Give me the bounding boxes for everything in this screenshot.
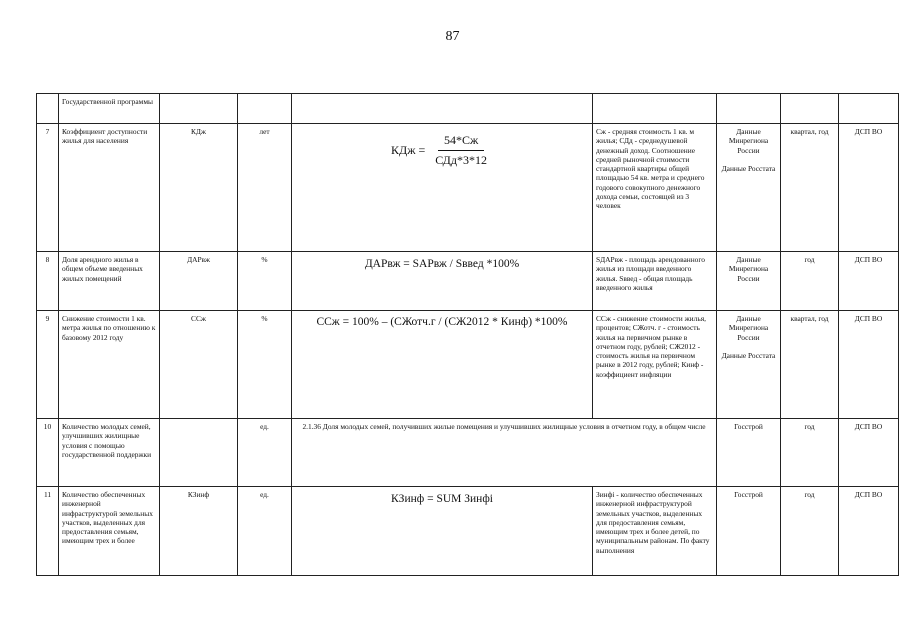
period-cell: год	[781, 419, 839, 487]
table-row	[37, 124, 899, 252]
indicator-name-cell: Коэффициент доступности жилья для населения	[59, 124, 160, 252]
row-num-cell: 8	[37, 252, 59, 311]
formula-text: ССж = 100% – (СЖотч.г / (СЖ2012 * Кинф) *100%	[316, 316, 568, 328]
explanation-cell: ССж - снижение стоимости жилья, процентов; СЖотч. г - стоимость жилья на первичном рынке в отчетном году, рублей; СЖ2012 - стоимость жилья на первичном рынке в 2012 году, рублей; Кинф - коэффициент инфляции	[593, 311, 717, 419]
formula-numerator: 54*Сж	[438, 133, 484, 151]
indicator-name-cell: Государственной программы	[59, 94, 160, 124]
access-cell: ДСП ВО	[839, 419, 899, 487]
row-num-cell: 9	[37, 311, 59, 419]
source-cell: Данные Минрегиона России	[717, 252, 781, 311]
formula-denominator: СДд*3*12	[435, 153, 487, 167]
formula-fraction	[391, 133, 493, 168]
table-row	[37, 487, 899, 576]
period-cell: год	[781, 252, 839, 311]
source-cell	[717, 124, 781, 252]
formula-cell	[292, 124, 593, 252]
table-row	[37, 311, 899, 419]
source-cell	[717, 311, 781, 419]
unit-cell: %	[238, 311, 292, 419]
symbol-cell	[160, 94, 238, 124]
page-number: 87	[445, 29, 460, 44]
formula-cell	[292, 252, 593, 311]
access-cell: ДСП ВО	[839, 487, 899, 576]
symbol-cell: КЗинф	[160, 487, 238, 576]
formula-cell	[292, 94, 593, 124]
access-cell: ДСП ВО	[839, 311, 899, 419]
formula-lhs: КДж =	[391, 143, 426, 157]
source-text: Данные Росстата	[721, 350, 776, 360]
formula-cell	[292, 311, 593, 419]
unit-cell: %	[238, 252, 292, 311]
source-text: Данные Росстата	[721, 163, 776, 173]
explanation-cell	[593, 94, 717, 124]
table-row	[37, 419, 899, 487]
method-span-cell: 2.1.36 Доля молодых семей, получивших жилые помещения и улучшивших жилищные условия в отчетном году, в общем числе	[292, 419, 717, 487]
row-num-cell: 11	[37, 487, 59, 576]
indicator-name-cell: Доля арендного жилья в общем объеме введенных жилых помещений	[59, 252, 160, 311]
source-cell: Госстрой	[717, 487, 781, 576]
period-cell: квартал, год	[781, 311, 839, 419]
source-text: Данные Минрегиона России	[728, 314, 769, 342]
unit-cell: ед.	[238, 487, 292, 576]
table-row	[37, 94, 899, 124]
symbol-cell: ДАРвж	[160, 252, 238, 311]
formula-cell	[292, 487, 593, 576]
access-cell	[839, 94, 899, 124]
access-cell: ДСП ВО	[839, 124, 899, 252]
table-row	[37, 252, 899, 311]
symbol-cell: ССж	[160, 311, 238, 419]
symbol-cell	[160, 419, 238, 487]
unit-cell: ед.	[238, 419, 292, 487]
source-cell: Госстрой	[717, 419, 781, 487]
explanation-cell: Сж - средняя стоимость 1 кв. м жилья; СДд - среднедушевой денежный доход. Соотношение средней рыночной стоимости стандартной квартиры общей площадью 54 кв. метра и среднего годового совокупного денежного дохода семьи, состоящей из 3 человек	[593, 124, 717, 252]
indicator-name-cell: Количество обеспеченных инженерной инфраструктурой земельных участков, выделенных для предоставления семьям, имеющим трех и более	[59, 487, 160, 576]
period-cell: квартал, год	[781, 124, 839, 252]
formula-text: КЗинф = SUM Зинфi	[391, 493, 493, 505]
period-cell: год	[781, 487, 839, 576]
formula-text: ДАРвж = SАРвж / Sввед *100%	[364, 258, 520, 270]
unit-cell	[238, 94, 292, 124]
source-cell	[717, 94, 781, 124]
row-num-cell	[37, 94, 59, 124]
unit-cell: лет	[238, 124, 292, 252]
explanation-cell: SДАРвж - площадь арендованного жилья из площади введенного жилья. Sввед - общая площадь введенного жилья	[593, 252, 717, 311]
row-num-cell: 7	[37, 124, 59, 252]
period-cell	[781, 94, 839, 124]
explanation-cell: Зинфi - количество обеспеченных инженерной инфраструктурой земельных участков, выделенных для предоставления семьям, имеющим трех и более детей, по муниципальным районам. По факту выполнения	[593, 487, 717, 576]
indicators-table	[36, 93, 899, 576]
symbol-cell: КДж	[160, 124, 238, 252]
indicator-name-cell: Снижение стоимости 1 кв. метра жилья по отношению к базовому 2012 году	[59, 311, 160, 419]
access-cell: ДСП ВО	[839, 252, 899, 311]
source-text: Данные Минрегиона России	[728, 127, 769, 155]
indicator-name-cell: Количество молодых семей, улучшивших жилищные условия с помощью государственной поддержки	[59, 419, 160, 487]
row-num-cell: 10	[37, 419, 59, 487]
